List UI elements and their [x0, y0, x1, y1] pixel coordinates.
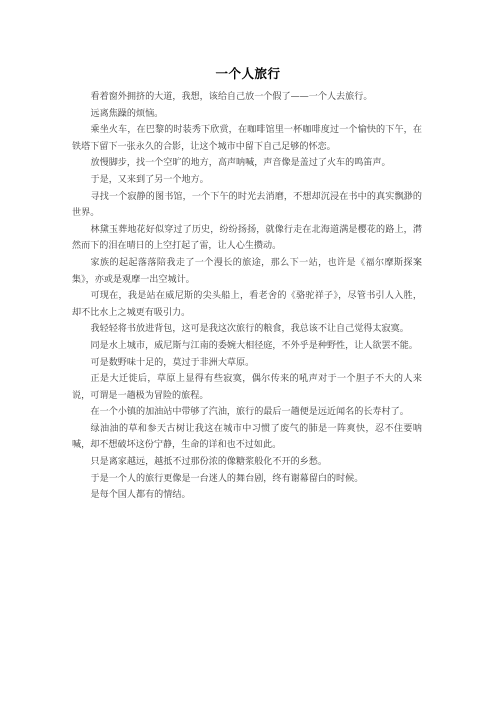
paragraph: 于是，又来到了另一个地方。	[90, 174, 209, 185]
paragraph: 正是大迁徙后，草原上显得有些寂寞，偶尔传来的吼声对于一个胆子不大的人来说，可谓是一趟极为冒险的旅程。	[72, 374, 422, 401]
document-body	[72, 89, 422, 504]
paragraph: 只是离家越远，越抵不过那份浓的像糖浆般化不开的乡愁。	[90, 457, 327, 468]
paragraph: 寻找一个寂静的图书馆，一个下午的时光去消磨，不想却沉浸在书中的真实飘渺的世界。	[72, 191, 422, 219]
paragraph: 绿油油的草和参天古树让我这在城市中习惯了废气的肺是一阵爽快，忍不住要呐喊，却不想破坏这份宁静，生命的详和也不过如此。	[72, 423, 422, 451]
paragraph: 可是数野味十足的，莫过于非洲大草原。	[90, 357, 255, 368]
paragraph: 远离焦躁的烦恼。	[90, 108, 164, 119]
paragraph: 林黛玉葬地花好似穿过了历史，纷纷扬扬，就像行走在北海道满是樱花的路上，潸然而下的泪在晴日的上空打起了雷，让人心生攒动。	[72, 224, 422, 252]
paragraph: 看着窗外拥挤的大道，我想，该给自己放一个假了——一个人去旅行。	[90, 92, 373, 102]
document-title: 一个人旅行	[215, 66, 281, 81]
paragraph: 于是一个人的旅行更像是一台迷人的舞台剧，终有谢幕留白的时候。	[90, 473, 364, 484]
paragraph: 放慢脚步，找一个空旷的地方，高声呐喊，声音像是盖过了火车的鸣笛声。	[90, 158, 391, 169]
paragraph: 我轻轻将书放进背包，这可是我这次旅行的粮食，我总该不让自己觉得太寂寞。	[90, 324, 409, 335]
paragraph: 乘坐火车，在巴黎的时装秀下欣赏，在咖啡馆里一杯咖啡度过一个愉快的下午，在铁塔下留下一张永久的合影，让这个城市中留下自己足够的怀恋。	[72, 125, 422, 152]
paragraph: 是每个国人都有的情结。	[90, 490, 191, 501]
paragraph: 同是水上城市，威尼斯与江南的委婉大相径庭，不外乎是种野性，让人欲罢不能。	[90, 340, 418, 351]
paragraph: 家族的起起落落陪我走了一个漫长的旅途，那么下一站，也许是《福尔摩斯探案集》，亦或是观摩一出空城计。	[72, 257, 422, 285]
paragraph: 在一个小镇的加油站中带够了汽油，旅行的最后一趟便是远近闻名的长寿村了。	[90, 407, 409, 418]
paragraph: 可现在，我是站在威尼斯的尖头船上，看老舍的《骆驼祥子》，尽管书引人入胜，却不比水上之城更有吸引力。	[72, 291, 422, 318]
